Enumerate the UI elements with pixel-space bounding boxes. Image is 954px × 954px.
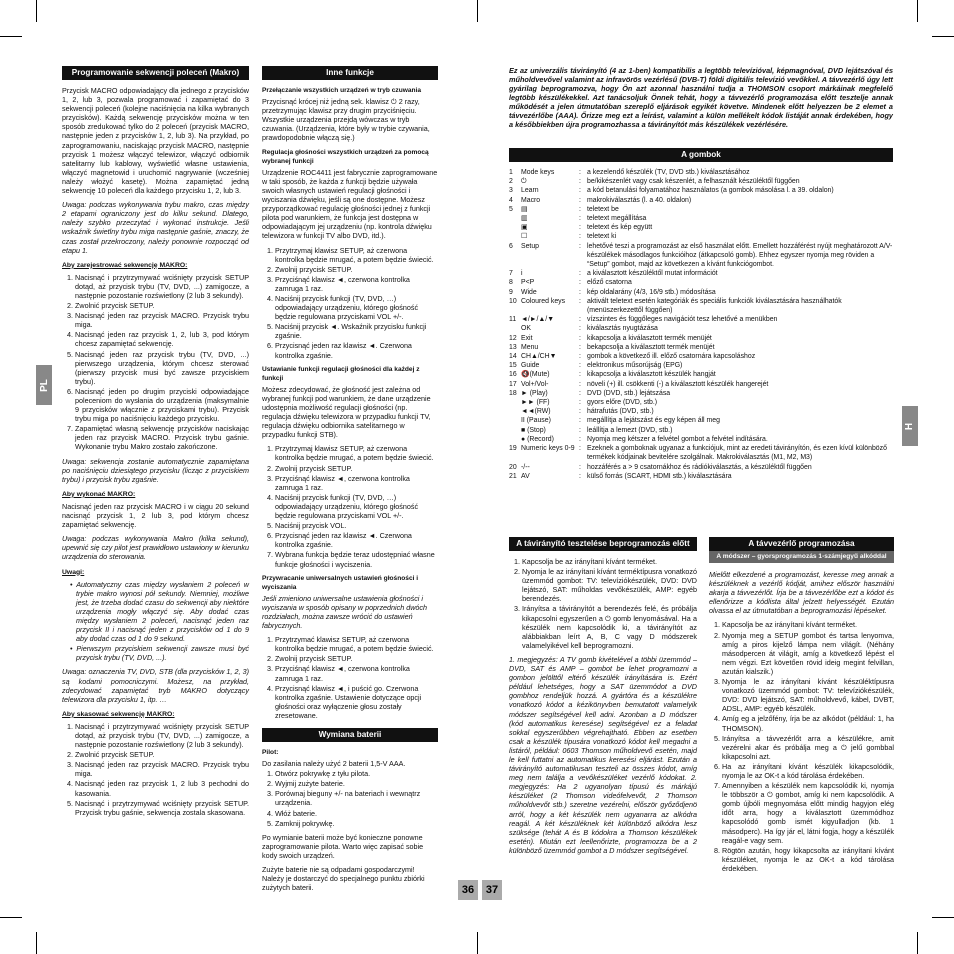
cell-desc: Ezeknek a gomboknak ugyanaz a funkciójuk, mint az eredeti távirányítón, és ezen kívül különböző termékek kódjainak bevitelére szolgálnak. Makrokiválasztás (M1, M2, M3) <box>587 445 887 462</box>
standby-text: Przycisnąć krócej niż jedną sek. klawisz ⏻ 2 razy, przetrzymując klawisz przy drugim przyciśnięciu. Wszystkie urządzenia przejdą wówczas w tryb czuwania. (Urządzenia, które były w trybie czywania, prawdopodobnie włączą się.) <box>262 97 430 143</box>
table-row <box>509 214 893 223</box>
cell-num: 19 <box>509 445 517 453</box>
cell-key: Vol+/Vol- <box>521 380 549 388</box>
cell-colon: : <box>579 205 581 213</box>
cell-key: ► (Play) <box>521 389 548 397</box>
programming-steps <box>709 620 894 873</box>
step: 3. Nacisnąć jeden raz przycisk MACRO. Przycisk trybu miga. <box>75 760 249 778</box>
cell-key: ● (Record) <box>521 435 554 443</box>
macro-record-steps <box>62 273 249 452</box>
step: 4. Naciśnij przycisk funkcji (TV, DVD, …) odpowiadający urządzeniu, którego głośność będzie regulowana przyciskami VOL +/-. <box>275 294 438 321</box>
cell-desc: lehetővé teszi a programozást az első használat előtt. Emellett hozzáférést nyújt meghatározott A/V-készülékek másodlagos funkcióihoz (átkapcsoló gomb). Ehhez egyszer nyomja meg röviden a “Setup” gombot, majd az következen a kívánt funkciógombot. <box>587 242 893 269</box>
cell-num <box>509 435 521 444</box>
cell-num: 12 <box>509 334 517 342</box>
cell-colon: : <box>579 233 581 241</box>
table-row <box>509 186 893 195</box>
step: 2. Zwolnij przycisk SETUP. <box>275 464 438 473</box>
programming-intro: Mielőtt elkezdené a programozást, keresse meg annak a készüléknek a vezérlő kódját, amihez először használni akarja a távvezérlőt. Írja be a távvezérlőbe ezt a kódot és ellenőrizze a kódlista által jelzett helyességét. Ezután olvassa el az útmutatóban a beprogramozási lépéseket. <box>709 570 894 616</box>
macro-note-1: Uwaga: podczas wykonywania trybu makro, czas między 2 etapami ograniczony jest do kilku sekund. Dlatego, należy szybko przeczytać i wykonać instrukcje. Jeśli wskaźnik świetlny trybu miga następnie gaśnie, znaczy, że czas został przekroczony, należy ponownie rozpocząć od etapu 1. <box>62 200 249 255</box>
cell-key: ■ (Stop) <box>521 426 546 434</box>
table-row <box>509 416 893 425</box>
crop-mark <box>36 0 37 22</box>
cell-key: 🔇(Mute) <box>521 371 550 379</box>
step: 1. Przytrzymać klawisz SETUP, aż czerwona kontrolka będzie mrugać, a potem będzie świecić. <box>275 635 438 653</box>
cell-key: ◄/►/▲/▼ <box>521 316 555 324</box>
cell-desc: leállítja a lemezt (DVD, stb.) <box>587 426 673 434</box>
table-row <box>509 398 893 407</box>
cell-num <box>509 214 521 223</box>
cell-desc: makrokiválasztás (l. a 40. oldalon) <box>587 196 692 204</box>
cell-colon: : <box>579 224 581 232</box>
table-row <box>509 288 893 297</box>
step: 7. Wybrana funkcja będzie teraz udostępniać własne funkcje głośności i wyciszenia. <box>275 550 438 568</box>
step: 4. Naciśnij przycisk funkcji (TV, DVD, …) odpowiadający urządzeniu, którego głośność będzie regulowana przyciskami VOL +/-. <box>275 493 438 520</box>
cell-colon: : <box>579 187 581 195</box>
cell-key: P<P <box>521 279 535 287</box>
cell-desc: növeli (+) ill. csökkenti (-) a kiválasztott készülék hangerejét <box>587 380 769 388</box>
cell-key: i <box>521 270 523 278</box>
step: 4. Włóż baterie. <box>275 809 438 818</box>
cell-colon: : <box>579 288 581 296</box>
cell-num: 3 <box>509 187 513 195</box>
step: 2. Zwolnij przycisk SETUP. <box>275 654 438 663</box>
step: 8. Rögtön azután, hogy kikapcsolta az irányítani kívánt készüléket, nyomja le az OK-t a kód tárolása érdekében. <box>722 846 894 873</box>
cell-desc: elektronikus műsorújság (EPG) <box>587 362 683 370</box>
table-row <box>509 269 893 278</box>
cell-desc: megállítja a lejátszást és egy képen áll meg <box>587 417 720 425</box>
section-header-buttons: A gombok <box>509 148 893 162</box>
cell-colon: : <box>579 362 581 370</box>
cell-key: Exit <box>521 334 533 342</box>
table-row <box>509 380 893 389</box>
cell-desc: teletext megállítása <box>587 215 647 223</box>
step: 5. Nacisnąć i przytrzymywać wciśnięty przycisk SETUP. Przycisk trybu gaśnie, sekwencja zostala skasowana. <box>75 799 249 817</box>
section-header-macro: Programowanie sekwencji poleceń (Makro) <box>62 66 249 80</box>
step: 4. Nacisnąć jeden raz przycisk 1, 2 lub 3 pechodni do kasowania. <box>75 779 249 797</box>
cell-key: Learn <box>521 187 539 195</box>
cell-key: Setup <box>521 242 540 250</box>
table-row <box>509 232 893 241</box>
crop-mark <box>0 917 22 918</box>
battery-text: Do zasilania należy użyć 2 baterii 1,5-V AAA. <box>262 759 406 769</box>
macro-note-4: Uwaga: oznaczenia TV, DVD, STB (dla przycisków 1, 2, 3) są kodami pomocniczymi. Możesz, na przykład, zdecydować zapamiętać tryb MAKRO dotyczący telewizora dla przycisku 1, itp. … <box>62 667 249 704</box>
crop-mark <box>477 0 478 22</box>
step: 1. Nacisnąć i przytrzymywać wciśnięty przycisk SETUP dotąd, aż przycisk trybu (TV, DVD, ...) zamigocze, a następnie pozostanie rozświetlony (2 lub 3 sekundy). <box>75 722 249 749</box>
table-row <box>509 435 893 444</box>
cell-colon: : <box>579 196 581 204</box>
cell-num: 10 <box>509 297 517 305</box>
page-number-left: 36 <box>458 880 478 900</box>
step: 6. Nacisnąć jeden po drugim przyciski odpowiadające poleceniom do wysłania do urządzenia (maksymalnie 9 przycisków włącznie z przyciskami trybu). Przycisk trybu miga po naciśnięciu każdego przycisku. <box>75 387 249 423</box>
cell-colon: : <box>579 270 581 278</box>
step: 3. Irányítsa a távirányítót a berendezés felé, és próbálja kikapcsolni egyszerűen a ⏻ gomb lenyomásával. Ha a készülék nem kapcsolódik ki, a távirányítót az alábbiakban leírt A, B, C vagy D módszerek valamelyikével kell beprogramozni. <box>522 604 697 649</box>
cell-num <box>509 398 521 407</box>
section-header-battery: Wymiana baterii <box>262 728 438 742</box>
macro-exec-text: Nacisnąć jeden raz przycisk MACRO i w ciągu 20 sekund nacisnąć przycisk 1, 2 lub 3, pod którym chcesz zapamiętać sekwencję. <box>62 501 249 530</box>
table-row <box>509 426 893 435</box>
method-a-header: A módszer – gyorsprogramozás 1-számjegyű alkóddal <box>709 551 894 563</box>
step: 1. Otwórz pokrywkę z tyłu pilota. <box>275 769 438 778</box>
cell-key: ►► (FF) <box>521 399 550 407</box>
step: 2. Zwolnij przycisk SETUP. <box>275 265 438 274</box>
table-row <box>509 463 893 472</box>
cell-num: 9 <box>509 288 513 296</box>
table-row <box>509 352 893 361</box>
cell-num: 4 <box>509 196 513 204</box>
cell-num: 20 <box>509 463 517 471</box>
table-row <box>509 472 893 481</box>
cell-colon: : <box>579 297 581 305</box>
cell-desc: hátrafutás (DVD, stb.) <box>587 408 654 416</box>
cell-num <box>509 223 521 232</box>
cell-num: 18 <box>509 389 517 397</box>
column-button-table <box>509 148 893 528</box>
table-row <box>509 196 893 205</box>
macro-note-2: Uwaga: sekwencja zostanie automatycznie zapamiętana po naciśnięciu dziesiątego przycisku (licząc z przyciskiem trybu) i przycisk trybu zgaśnie. <box>62 456 249 484</box>
language-tab-left: PL <box>36 365 52 405</box>
cell-num <box>509 324 521 333</box>
crop-mark <box>932 36 954 37</box>
cell-num: 1 <box>509 169 513 176</box>
table-row <box>509 444 893 462</box>
cell-desc: DVD (DVD, stb.) lejátszása <box>587 389 671 397</box>
battery-disposal: Zużyte baterie nie są odpadami gospodarczymi! Należy je dostarczyć do specjalnego punktu zbiórki zużytych baterii. <box>262 865 425 893</box>
table-row <box>509 343 893 352</box>
table-row <box>509 361 893 370</box>
volume-text: Urządzenie ROC4411 jest fabrycznie zaprogramowane w taki sposób, że każda z funkcji będzie używała swoich własnych ustawień regulacji głośności i wyciszania dźwięku, jeśli są one dostępne. Możesz przyporządkować regulację głośności jednej z funkcji pilota pod warunkiem, że funkcja jest dostępna w odpowiadającym jej urządzeniu (np. kontrola dźwięku telewizora w funkcji TV albo DVD, itd.). <box>262 167 438 241</box>
cell-key: Numeric keys 0-9 <box>521 445 575 453</box>
section-header-test: A távirányító tesztelése beprogramozás előtt <box>509 537 697 551</box>
step: 3. Nyomja le az irányítani kívánt készüléktípusra vonatkozó üzemmód gombot: TV: televíziókészülék, DVD: DVD lejátszó, SAT: műholdvevő, kábel, DVBT, ADSL, AMP: egyéb készülék. <box>722 677 894 713</box>
volume-heading: Regulacja głośności wszystkich urządzeń za pomocą wybranej funkcji <box>262 148 429 165</box>
crop-mark <box>917 0 918 22</box>
table-row <box>509 168 893 177</box>
macro-remarks-list <box>62 580 249 663</box>
cell-num: 14 <box>509 353 517 361</box>
cell-num: 8 <box>509 279 513 287</box>
cell-key: ⏻ <box>521 178 527 186</box>
cell-colon: : <box>579 178 581 186</box>
step: 7. Zapamiętać własną sekwencję przycisków naciskając jeden raz przycisk MACRO. Przycisk trybu gaśnie. Wykonanie trybu Makro zostało zakończone. <box>75 424 249 451</box>
cell-num: 5 <box>509 205 513 213</box>
column-programming <box>709 537 894 897</box>
test-steps <box>509 557 697 650</box>
cell-desc: a kezelendő készülék (TV, DVD stb.) kiválasztásához <box>587 169 750 176</box>
column-test <box>509 537 697 897</box>
cell-desc: teletext és kép együtt <box>587 224 653 232</box>
step: 6. Przycisnąć jeden raz klawisz ◄. Czerwona kontrolka zgaśnie. <box>275 531 438 549</box>
crop-mark <box>917 932 918 954</box>
step: 3. Przyciśnąć klawisz ◄, czerwona kontrolka zamruga 1 raz. <box>275 275 438 293</box>
per-mode-volume-heading: Ustawianie funkcji regulacji głośności dla każdej z funkcji <box>262 365 420 382</box>
table-row <box>509 242 893 270</box>
cell-num <box>509 407 521 416</box>
step: 5. Zamknij pokrywkę. <box>275 819 438 828</box>
step: 6. Przycisnąć jeden raz klawisz ◄. Czerwona kontrolka zgaśnie. <box>275 341 438 359</box>
table-row <box>509 389 893 398</box>
per-mode-volume-steps <box>262 444 438 568</box>
cell-colon: : <box>579 426 581 434</box>
crop-mark <box>36 932 37 954</box>
step: 1. Kapcsolja be az irányítani kívánt terméket. <box>722 620 894 629</box>
table-row <box>509 205 893 214</box>
cell-desc: hozzáférés a > 9 csatornákhoz és rádiókiválasztás, a készüléktől függően <box>587 463 812 471</box>
cell-desc: gyors előre (DVD, stb.) <box>587 399 658 407</box>
step: 7. Amennyiben a készülék nem kapcsolódik ki, nyomja le többször a ⏻ gombot, amíg ki nem kapcsolódik. A gomb újbóli megnyomása előtt mindig hagyjon elég időt arra, hogy a kiválasztott üzemmódhoz kapcsolódó gomb ismét kigyulladjon (kb. 1 másodperc). Ha így jár el, látni fogja, hogy a készülék reagál-e vagy sem. <box>722 781 894 845</box>
table-row <box>509 324 893 333</box>
table-row <box>509 278 893 287</box>
cell-colon: : <box>579 316 581 324</box>
section-header-programming: A távvezérlő programozása <box>709 537 894 551</box>
table-row <box>509 223 893 232</box>
cell-key: Menu <box>521 343 539 351</box>
cell-desc: a kód betanulási folyamatához használatos (a gombok másolása l. a 39. oldalon) <box>587 187 834 195</box>
step: 1. Przytrzymaj klawisz SETUP, aż czerwona kontrolka będzie mrugać, a potem będzie świecić. <box>275 246 438 264</box>
cell-key: -/-- <box>521 463 530 471</box>
step: 1. Przytrzymaj klawisz SETUP, aż czerwona kontrolka będzie mrugać, a potem będzie świecić. <box>275 444 438 462</box>
cell-desc: külső forrás (SCART, HDMI stb.) kiválasztására <box>587 472 732 480</box>
hu-intro: Ez az univerzális távirányító (4 az 1-ben) kompatibilis a legtöbb televízióval, képmagnóval, DVD lejátszóval és műholdvevővel valamint az infravörös vezérlésű (DVB-T) földi digitális televízió vevőkkel. A távvezérlő úgy lett gyárilag beprogramozva, hogy Ön azt azonnal használni tudja a THOMSON csoport márkáinak megfelelő legtöbb készülékekkel. Azt tanácsoljuk Önnek tehát, hogy a távvezérlő programozása előtt tesztelje annak működését a jelen útmutatóban szereplő eljárások egyikét követve. Mindenek előtt helyezzen be 2 elemet a távvezérlőbe (AAA). Őrizze meg ezt a leírást, valamint a külön mellékelt kódok listáját annak érdekében, hogy a későbbiekben újra programozhassa a távirányítót más készülékek vezérlésére. <box>509 66 893 129</box>
cell-colon: : <box>579 353 581 361</box>
cell-colon: : <box>579 435 581 443</box>
per-mode-volume-text: Możesz zdecydować, że głośność jest zależna od wybranej funkcji pod warunkiem, że dane urządzenie udostępnia możliwość regulacji głośności (np. regulacja dźwięku telewizora w przypadku funkcji TV, regulacja dźwięku odbiornika satelitarnego w przypadku funkcji STB). <box>262 384 431 440</box>
cell-num: 13 <box>509 343 517 351</box>
table-row <box>509 370 893 379</box>
cell-num <box>509 232 521 241</box>
remark: • Pierwszym przyciskiem sekwencji zawsze musi być przycisk trybu (TV, DVD, ...). <box>70 644 249 662</box>
cell-num <box>509 426 521 435</box>
step: 2. Wyjmij zużyte baterie. <box>275 779 438 788</box>
cell-key: Macro <box>521 196 541 204</box>
cell-colon: : <box>579 472 581 480</box>
page-number-right: 37 <box>482 880 502 900</box>
cell-colon: : <box>579 389 581 397</box>
macro-delete-heading: Aby skasować sekwencję MAKRO: <box>62 710 175 718</box>
section-header-other-functions: Inne funkcje <box>262 66 438 80</box>
buttons-table <box>509 168 893 481</box>
step: 3. Porównaj bieguny +/- na bateriach i wewnątrz urządzenia. <box>275 789 438 807</box>
cell-key: ▣ <box>521 224 528 232</box>
step: 4. Amíg eg a jelzőfény, írja be az alkódot (például: 1, ha THOMSON). <box>722 714 894 732</box>
cell-desc: kép oldalarány (4/3, 16/9 stb.) módosítása <box>587 288 716 296</box>
cell-desc: kikapcsolja a kiválasztott készülék hangját <box>587 371 716 379</box>
table-row <box>509 177 893 186</box>
table-row <box>509 334 893 343</box>
cell-colon: : <box>579 445 581 453</box>
cell-desc: gombok a következő ill. előző csatornára kapcsoláshoz <box>587 353 756 361</box>
cell-colon: : <box>579 215 581 223</box>
cell-key: Wide <box>521 288 537 296</box>
language-tab-right: H <box>902 406 918 446</box>
cell-desc: be/kikészenlét vagy csak készenlét, a felhasznált készüléktől függően <box>587 178 800 186</box>
restore-note: Jeśli zmieniono uniwersalne ustawienia głośności i wyciszania w sposób opisany w poprzednich dwóch rozdziałach, można zawsze wrócić do ustawień fabrycznych. <box>262 593 428 631</box>
remark: • Automatyczny czas między wysłaniem 2 poleceń w trybie makro wynosi pół sekundy. Niemniej, możliwe jest, że trzeba dodać czasu do sekwencji aby niektóre urządzenia mogły włączyć się. Aby dodać czas między wysłaniem 2 poleceń, nacisnąć jeden raz przycisk II i nacisnąć jeden z przycisków od 1 do 9 aby dodać czas od 1 do 9 sekund. <box>70 580 249 644</box>
column-macro-programming <box>62 66 249 896</box>
cell-num: 16 <box>509 371 517 379</box>
macro-record-heading: Aby zarejestrować sekwencję MAKRO: <box>62 261 188 269</box>
step: 3. Nacisnąć jeden raz przycisk MACRO. Przycisk trybu miga. <box>75 311 249 329</box>
cell-num <box>509 416 521 425</box>
step: 2. Zwolnić przycisk SETUP. <box>75 750 249 759</box>
cell-desc: kikapcsolja a kiválasztott termék menüjét <box>587 334 712 342</box>
macro-delete-steps <box>62 722 249 817</box>
cell-desc: vízszintes és függőleges navigációt tesz lehetővé a menükben <box>587 316 778 324</box>
step: 4. Przycisnąć klawisz ◄, i puścić go. Czerwona kontrolka zgaśnie. Ustawienie dotyczące opcji głośności oraz wyłączenie głosu zostały zresetowane. <box>275 684 438 720</box>
cell-desc: a kiválasztott készüléktől mutat információt <box>587 270 718 278</box>
cell-colon: : <box>579 169 581 176</box>
cell-desc: előző csatorna <box>587 279 632 287</box>
cell-colon: : <box>579 279 581 287</box>
cell-key: ☐ <box>521 233 528 241</box>
cell-colon: : <box>579 380 581 388</box>
cell-colon: : <box>579 408 581 416</box>
battery-remote-heading: Pilot: <box>262 749 279 756</box>
table-row <box>509 297 893 315</box>
cell-key: CH▲/CH▼ <box>521 353 557 361</box>
column-other-functions <box>262 66 438 896</box>
cell-desc: aktivált teletext esetén kategóriák és speciális funkciók kiválasztására használhatók (menüszerkezettől függően) <box>587 297 842 315</box>
cell-key: AV <box>521 472 530 480</box>
cell-key: Coloured keys <box>521 297 566 305</box>
step: 2. Nyomja meg a SETUP gombot és tartsa lenyomva, amíg a piros kijelző lámpa nem világít. (Néhány másodpercen át világít, amíg a következő lépést el nem végzi. Ezt követően rövid ideig megint felvillan, azután kialszik.) <box>722 631 894 676</box>
crop-mark <box>932 917 954 918</box>
cell-num: 11 <box>509 316 517 324</box>
cell-num: 21 <box>509 472 517 480</box>
step: 2. Zwolnić przycisk SETUP. <box>75 301 249 310</box>
cell-num: 15 <box>509 362 517 370</box>
step: 1. Kapcsolja be az irányítani kívánt terméket. <box>522 557 697 566</box>
cell-key: ◄◄(RW) <box>521 408 551 416</box>
step: 5. Irányítsa a távvezérlőt arra a készülékre, amit vezérelni akar és próbálja meg a ⏻ jelű gombbal kikapcsolni azt. <box>722 734 894 761</box>
cell-colon: : <box>579 371 581 379</box>
cell-colon: : <box>579 242 581 250</box>
battery-note: Po wymianie baterii może być konieczne ponowne zaprogramowanie pilota. Warto więc zapisać sobie kody swoich urządzeń. <box>262 832 424 860</box>
macro-exec-heading: Aby wykonać MAKRO: <box>62 490 136 498</box>
cell-colon: : <box>579 463 581 471</box>
cell-num: 2 <box>509 178 513 186</box>
cell-key: ▥ <box>521 215 528 223</box>
volume-steps <box>262 246 438 360</box>
macro-note-3: Uwaga: podczas wykonywania Makro (kilka sekund), upewnić się czy pilot jest prawidłowo ustawiony w kierunku urządzenia do sterowania. <box>62 534 249 562</box>
cell-desc: Nyomja meg kétszer a felvétel gombot a felvétel indítására. <box>587 435 768 443</box>
macro-intro: Przycisk MACRO odpowiadający dla jednego z przycisków 1, 2, lub 3, pozwala programować i zapamiętać do 3 sekwencji poleceń (kolejne naciśnięcia na kilka wybranych przycisków). Każdą sekwencję przycisków można w ten sposób zredukować tylko do 2 poleceń (przycisk MACRO, następnie jeden z przycisków 1, 2, lub 3). Na przykład, po zaprogramowaniu, naciskając przycisk MACRO, następnie przycisk 1 możesz włączyć telewizor, włączyć odbiornik satelitarny lub kablowy, wyświetlić własne ustawienia, włączyć magnetowid i uruchomić nagrywanie (wcześniej należy włożyć kasetę). Można zapamiętać jedną sekwencję 10 poleceń dla każdego przycisku 1, 2, lub 3. <box>62 86 249 196</box>
restore-steps <box>262 635 438 720</box>
step: 2. Nyomja le az irányítani kívánt terméktípusra vonatkozó üzemmód gombot: TV: televíziókészülék, DVD: DVD lejátszó, SAT: műholdas vevőkészülék, AMP: egyéb berendezés. <box>522 567 697 603</box>
step: 3. Przyciśnąć klawisz ◄, czerwona kontrolka zamruga 1 raz. <box>275 664 438 682</box>
cell-num: 7 <box>509 270 513 278</box>
test-note: 1. megjegyzés: A TV gomb kivételével a többi üzemmód – DVD, SAT és AMP – gombot be lehet programozni a gombon jelölttől eltérő készülék irányítására is. Ezért például lehetséges, hogy a SAT üzemmódot a DVD gombhoz rendeljük hozzá. A gyártóra és a készülékre vonatkozó kódot a kézikönyvben bemutatott valamelyik módszer segítségével kell adni. Azonban a D módszer (kód automatikus keresése) segítségével ez a feladat sokkal egyszerűbben végrehajtható. Ebben az esetben csak a készülék típusára vonatkozó kódot kell megadni a listáról, például: 0603 Thomson műholdvevő esetén, majd le kell futtatni az automatikus keresési eljárást. Ezután a távirányító automatikusan teszteli az összes kódot, amíg meg nem találja a vevőkészüléket vezérlő kódokat. 2. megjegyzés: Ha 2 ugyanolyan típusú és márkájú készüléket (2 Thomson videófelvevőt, 2 Thomson műholdvevőt stb.) szeretne vezérelni, először győződjenö arról, hogy a két készülék nem ugyanarra az alkódra reagál. A két készüléknek két különböző alkódra lesz szüksége (tehát A és B kódokra a Thomson készülékek esetén). Miután ezt leellenőrizte, programozza be a 2 különböző üzemmód gombot a D módszer segítségével. <box>509 654 697 855</box>
cell-desc: kiválasztás nyugtázása <box>587 325 658 333</box>
cell-colon: : <box>579 325 581 333</box>
cell-desc: bekapcsolja a kiválasztott termék menüjét <box>587 343 715 351</box>
step: 5. Naciśnij przycisk VOL. <box>275 521 438 530</box>
cell-key: Mode keys <box>521 169 555 176</box>
cell-num: 6 <box>509 242 513 250</box>
step: 1. Nacisnąć i przytrzymywać wciśnięty przycisk SETUP dotąd, aż przycisk trybu (TV, DVD, ...) zamigocze, a następnie pozostanie rozświetlony (2 lub 3 sekundy). <box>75 273 249 300</box>
cell-colon: : <box>579 399 581 407</box>
cell-desc: teletext ki <box>587 233 617 241</box>
cell-desc: teletext be <box>587 205 619 213</box>
cell-num: 17 <box>509 380 517 388</box>
crop-mark <box>477 932 478 954</box>
step: 3. Przyciśnąć klawisz ◄, czerwona kontrolka zamruga 1 raz. <box>275 474 438 492</box>
cell-key: Guide <box>521 362 540 370</box>
battery-steps <box>262 769 438 828</box>
step: 6. Ha az irányítani kívánt készülék kikapcsolódik, nyomja le az OK-t a kód tárolása érdekében. <box>722 762 894 780</box>
cell-key: II (Pause) <box>521 417 551 425</box>
table-row <box>509 315 893 324</box>
cell-colon: : <box>579 417 581 425</box>
cell-colon: : <box>579 343 581 351</box>
crop-mark <box>0 36 22 37</box>
step: 4. Nacisnąć jeden raz przycisk 1, 2, lub 3, pod którym chcesz zapamiętać sekwencję. <box>75 330 249 348</box>
cell-key: OK <box>521 325 531 333</box>
cell-colon: : <box>579 334 581 342</box>
macro-remarks-heading: Uwagi: <box>62 568 85 576</box>
restore-heading: Przywracanie uniwersalnych ustawień głośności i wyciszania <box>262 574 419 591</box>
standby-heading: Przełączanie wszystkich urządzeń w tryb czuwania <box>262 87 422 94</box>
cell-key: ▤ <box>521 205 528 213</box>
step: 5. Nacisnąć jeden raz przycisk trybu (TV, DVD, ...) pierwszego urządzenia, którym chcesz sterować (pierwszy przycisk musi być zawsze przyciskiem trybu). <box>75 350 249 386</box>
table-row <box>509 407 893 416</box>
step: 5. Naciśnij przycisk ◄. Wskaźnik przycisku funkcji zgaśnie. <box>275 322 438 340</box>
